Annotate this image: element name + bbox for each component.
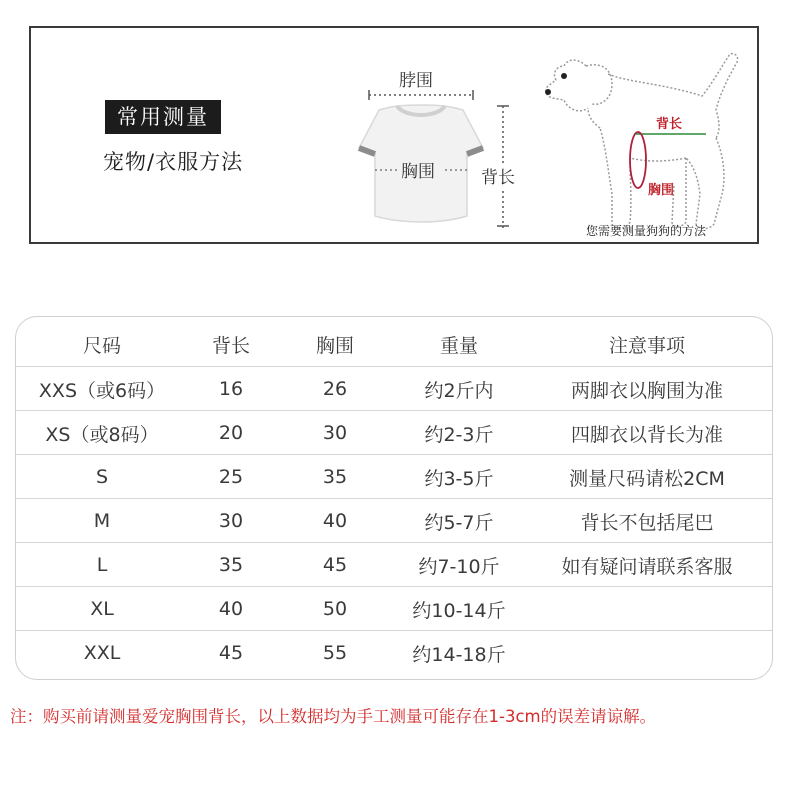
cell-weight: 约2-3斤	[424, 423, 494, 446]
header-size: 尺码	[82, 334, 121, 357]
cell-note: 如有疑问请联系客服	[561, 555, 733, 578]
cell-note: 背长不包括尾巴	[580, 511, 714, 534]
cell-back-length: 35	[218, 554, 244, 576]
cell-size: XS（或8码）	[45, 423, 159, 446]
table-row	[16, 542, 772, 587]
table-row	[16, 366, 772, 411]
dog-nose	[545, 89, 551, 95]
cell-size: M	[93, 510, 111, 532]
cell-size: XL	[90, 598, 114, 620]
dog-chest-label: 胸围	[648, 183, 675, 198]
cell-note: 测量尺码请松2CM	[569, 467, 725, 490]
cell-chest: 55	[322, 642, 348, 664]
size-chart-table	[15, 316, 773, 680]
cell-back-length: 30	[218, 510, 244, 532]
shirt-neck-label: 脖围	[399, 71, 433, 91]
cell-chest: 40	[322, 510, 348, 532]
cell-chest: 35	[322, 466, 348, 488]
cell-note: 四脚衣以背长为准	[570, 423, 723, 446]
cell-chest: 45	[322, 554, 348, 576]
cell-chest: 30	[322, 422, 348, 444]
dog-diagram	[526, 44, 756, 240]
cell-back-length: 40	[218, 598, 244, 620]
header-chest: 胸围	[315, 334, 354, 357]
cell-weight: 约10-14斤	[412, 599, 506, 622]
neck-measure-line	[369, 90, 473, 100]
header-back-length: 背长	[211, 334, 250, 357]
shirt-diagram	[321, 48, 515, 228]
dog-icon	[546, 54, 738, 229]
cell-weight: 约14-18斤	[412, 643, 506, 666]
cell-size: L	[96, 554, 108, 576]
header-weight: 重量	[439, 334, 478, 357]
dog-caption: 您需要测量狗狗的方法	[586, 224, 707, 238]
cell-weight: 约5-7斤	[424, 511, 494, 534]
footnote: 注：购买前请测量爱宠胸围背长，以上数据均为手工测量可能存在1-3cm的误差请谅解。	[10, 707, 657, 726]
dog-back-label: 背长	[656, 117, 683, 132]
measurement-banner	[29, 26, 759, 244]
banner-tag: 常用测量	[105, 100, 221, 134]
cell-back-length: 16	[218, 378, 244, 400]
cell-back-length: 45	[218, 642, 244, 664]
cell-weight: 约7-10斤	[418, 555, 500, 578]
table-row	[16, 410, 772, 455]
cell-chest: 26	[322, 378, 348, 400]
cell-size: XXL	[83, 642, 121, 664]
dog-eye	[561, 73, 567, 79]
table-row	[16, 586, 772, 631]
cell-size: S	[95, 466, 109, 488]
banner-subtitle: 宠物/衣服方法	[103, 150, 244, 174]
shirt-back-label: 背长	[481, 168, 515, 188]
table-row	[16, 630, 772, 675]
cell-note: 两脚衣以胸围为准	[570, 379, 723, 402]
cell-chest: 50	[322, 598, 348, 620]
table-header	[16, 322, 772, 366]
cell-back-length: 25	[218, 466, 244, 488]
cell-weight: 约2斤内	[424, 379, 494, 402]
header-notes: 注意事项	[608, 334, 685, 357]
cell-size: XXS（或6码）	[38, 379, 166, 402]
cell-back-length: 20	[218, 422, 244, 444]
table-row	[16, 454, 772, 499]
table-row	[16, 498, 772, 543]
shirt-chest-label: 胸围	[401, 162, 435, 182]
cell-weight: 约3-5斤	[424, 467, 494, 490]
